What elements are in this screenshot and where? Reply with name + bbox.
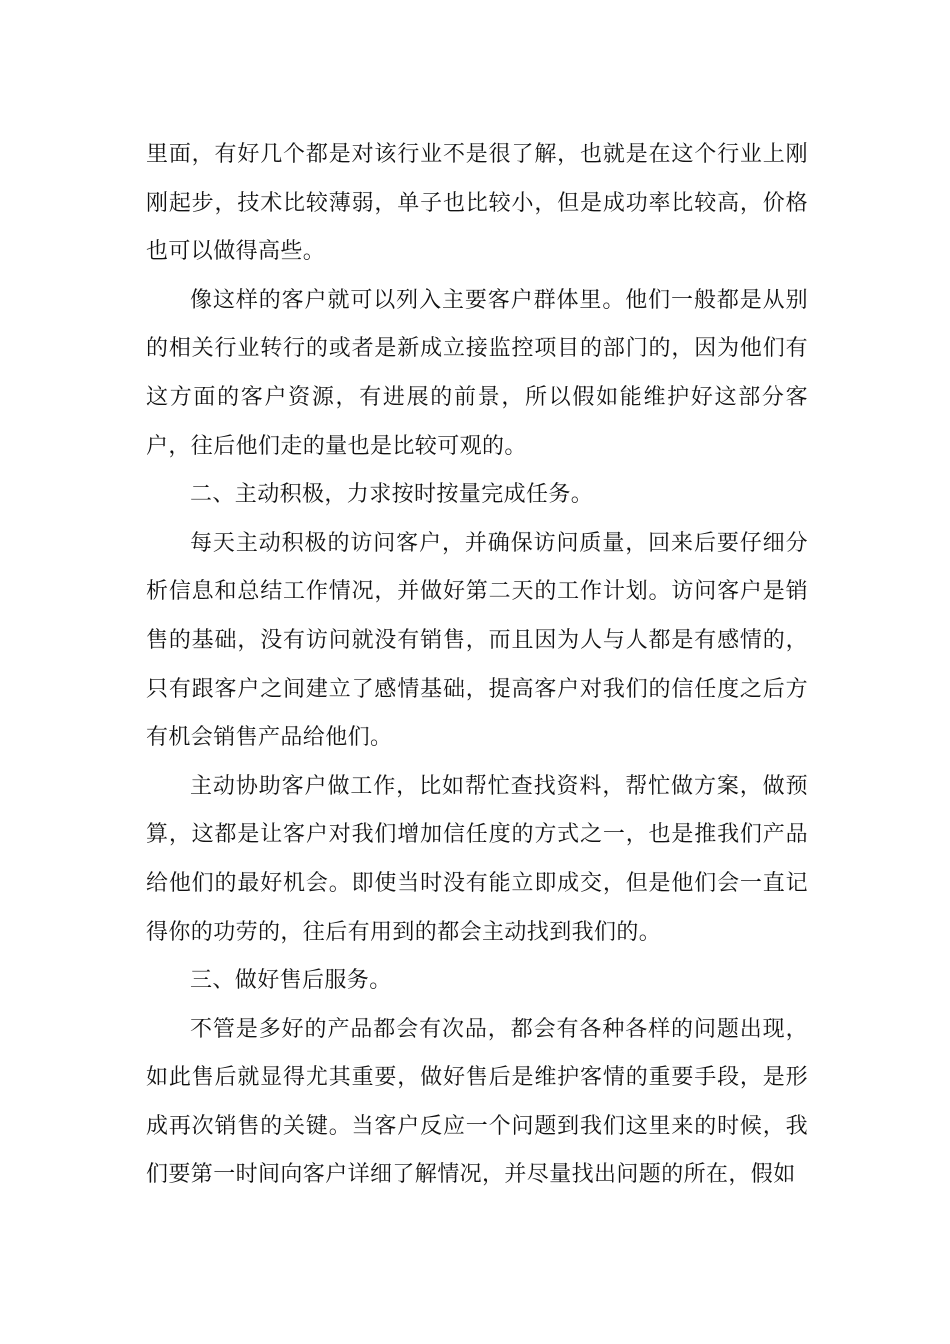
section-heading-two: 二、主动积极，力求按时按量完成任务。 xyxy=(190,482,594,508)
paragraph-assist-customers: 主动协助客户做工作，比如帮忙查找资料，帮忙做方案，做预算，这都是让客户对我们增加信任度的方式之一，也是推我们产品给他们的最好机会。即使当时没有能立即成交，但是他们会一直记得你的功劳的，往后有用到的都会主动找到我们的。 xyxy=(146,773,808,945)
paragraph-daily-visits: 每天主动积极的访问客户，并确保访问质量，回来后要仔细分析信息和总结工作情况，并做好第二天的工作计划。访问客户是销售的基础，没有访问就没有销售，而且因为人与人都是有感情的，只有跟客户之间建立了感情基础，提高客户对我们的信任度之后方有机会销售产品给他们。 xyxy=(146,530,808,751)
document-body xyxy=(146,131,808,1200)
paragraph-continuation: 里面，有好几个都是对该行业不是很了解，也就是在这个行业上刚刚起步，技术比较薄弱，单子也比较小，但是成功率比较高，价格也可以做得高些。 xyxy=(146,142,808,265)
paragraph-after-sales: 不管是多好的产品都会有次品，都会有各种各样的问题出现，如此售后就显得尤其重要，做好售后是维护客情的重要手段，是形成再次销售的关键。当客户反应一个问题到我们这里来的时候，我们要第一时间向客户详细了解情况，并尽量找出问题的所在，假如 xyxy=(146,1016,808,1188)
paragraph-main-customers: 像这样的客户就可以列入主要客户群体里。他们一般都是从别的相关行业转行的或者是新成立接监控项目的部门的，因为他们有这方面的客户资源，有进展的前景，所以假如能维护好这部分客户，往后他们走的量也是比较可观的。 xyxy=(146,287,808,459)
section-heading-three: 三、做好售后服务。 xyxy=(190,968,392,994)
